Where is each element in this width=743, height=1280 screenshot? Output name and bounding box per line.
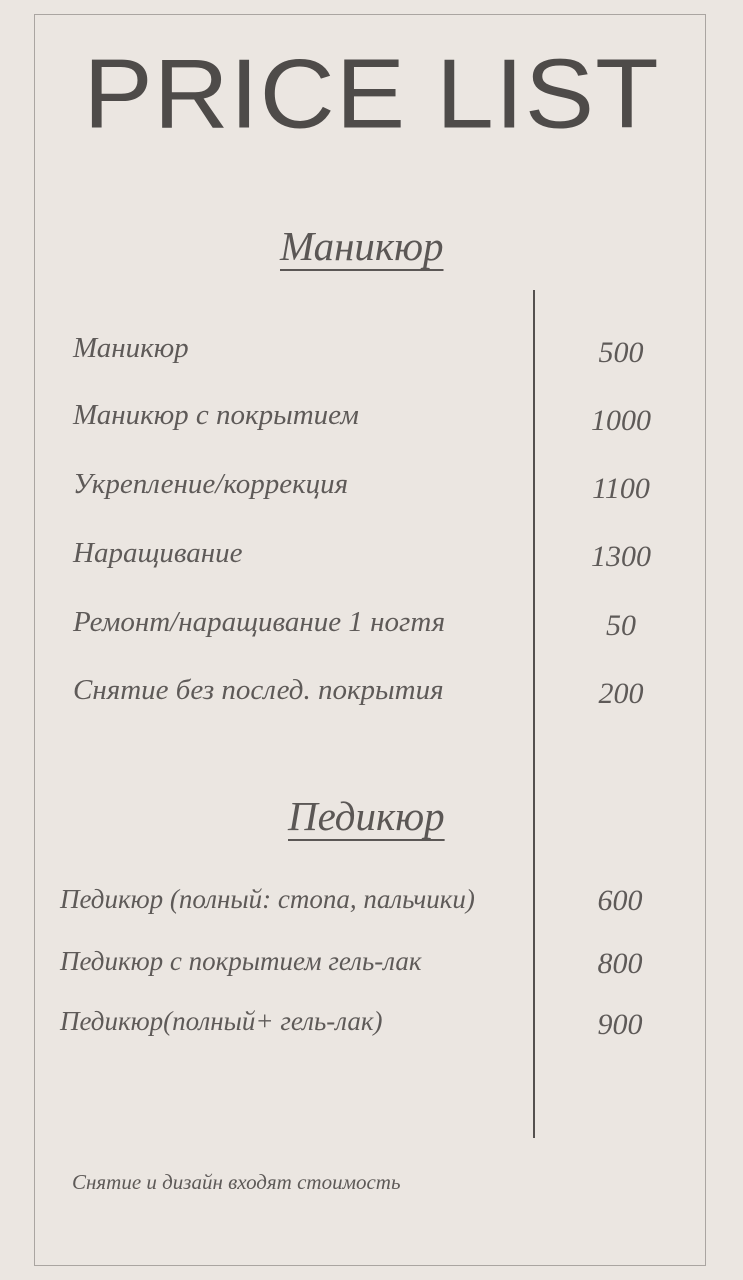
pedicure-item-name: Педикюр (полный: стопа, пальчики) <box>60 884 475 914</box>
manicure-item-name: Маникюр с покрытием <box>73 399 359 431</box>
column-divider <box>533 290 535 1138</box>
footer-note: Снятие и дизайн входят стоимость <box>72 1170 401 1194</box>
manicure-item-price: 50 <box>606 609 636 642</box>
pedicure-item-price: 900 <box>597 1008 643 1041</box>
manicure-item-price: 1300 <box>591 540 651 573</box>
pedicure-item-price: 600 <box>597 884 643 917</box>
manicure-heading: Маникюр <box>280 223 444 269</box>
manicure-item-name: Маникюр <box>73 332 189 364</box>
pedicure-item-name: Педикюр с покрытием гель-лак <box>60 946 422 976</box>
manicure-item-name: Наращивание <box>73 537 243 569</box>
pedicure-item-name: Педикюр(полный+ гель-лак) <box>60 1006 383 1036</box>
manicure-item-price: 1100 <box>592 472 650 505</box>
manicure-item-name: Ремонт/наращивание 1 ногтя <box>73 606 446 638</box>
pedicure-item-price: 800 <box>597 947 643 980</box>
page-title: PRICE LIST <box>83 38 660 150</box>
manicure-item-name: Снятие без послед. покрытия <box>73 674 444 706</box>
manicure-item-price: 1000 <box>591 404 651 437</box>
manicure-item-price: 200 <box>598 677 644 710</box>
manicure-item-price: 500 <box>598 336 644 369</box>
manicure-item-name: Укрепление/коррекция <box>73 468 349 500</box>
pedicure-heading: Педикюр <box>288 793 445 839</box>
